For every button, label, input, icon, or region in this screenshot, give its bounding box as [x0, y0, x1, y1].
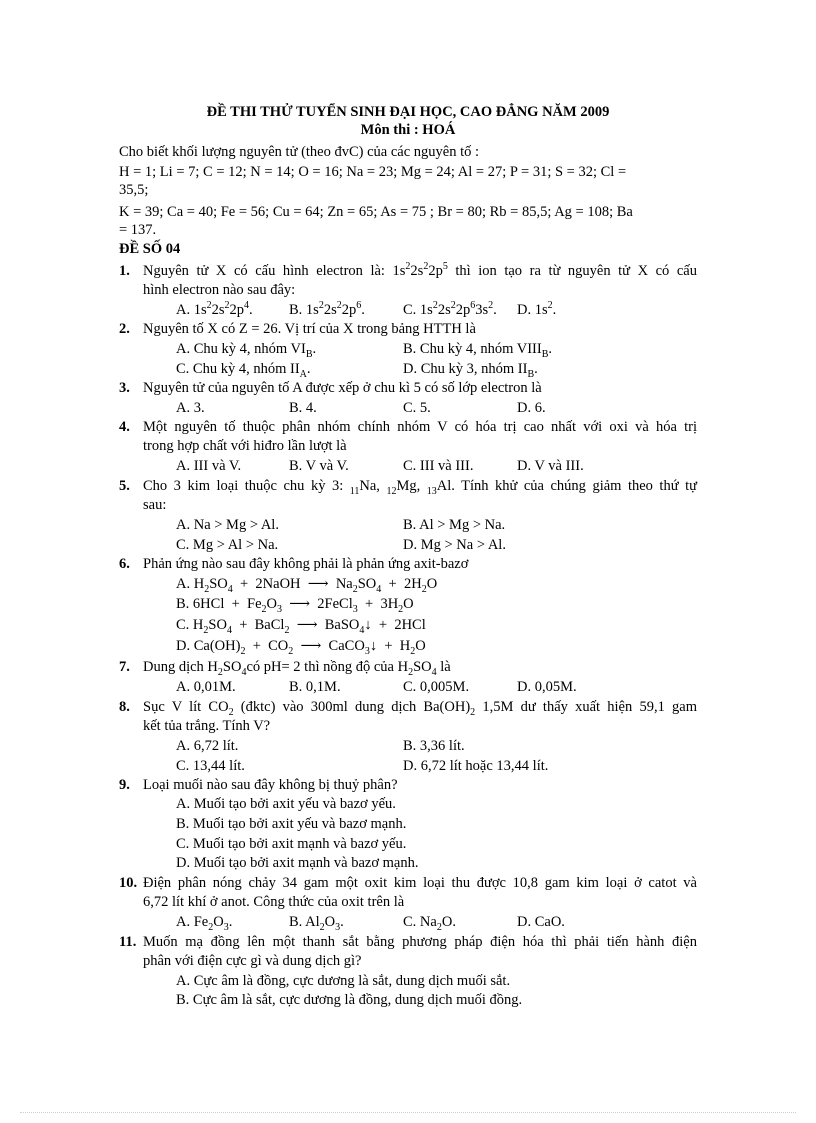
atomic-mass-line-2-cont: = 137.	[119, 222, 157, 238]
option-c[interactable]: C. $1s^22s^22p^63s^2$.	[403, 300, 497, 318]
question-text: Muốn mạ đồng lên một thanh sắt bằng phương pháp điện hóa thì phải tiến hành điện	[143, 934, 697, 950]
question-text: Loại muối nào sau đây không bị thuỷ phân?	[143, 777, 398, 793]
option-d[interactable]: D. Chu kỳ 3, nhóm $II_B$.	[403, 361, 538, 380]
option-b[interactable]: B. Cực âm là sắt, cực dương là đồng, dung dịch muối đồng.	[176, 992, 523, 1008]
option-b[interactable]: B. 3,36 lít.	[403, 738, 465, 754]
question-text-cont: kết tủa trắng. Tính V?	[143, 718, 271, 734]
option-d[interactable]: D. $Ca(OH)_2 + CO_2$ ⟶ CaCO$_3$↓ + $H_2O$	[176, 638, 426, 657]
option-a[interactable]: A. Chu kỳ 4, nhóm $VI_B$.	[176, 341, 317, 360]
atomic-mass-line-2: K = 39; Ca = 40; Fe = 56; Cu = 64; Zn = 65; As = 75 ; Br = 80; Rb = 85,5; Ag = 108; Ba	[119, 204, 633, 220]
question-number: 1.	[119, 263, 130, 279]
question-text: Nguyên tử của nguyên tố A được xếp ở chu kì 5 có số lớp electron là	[143, 380, 542, 396]
option-d[interactable]: D. 6.	[517, 400, 546, 416]
option-a[interactable]: A. $H_2SO_4$ + 2NaOH ⟶ $Na_2SO_4 + 2H_2O$	[176, 576, 438, 595]
option-c[interactable]: C. Chu kỳ 4, nhóm $II_A$.	[176, 361, 311, 380]
option-c[interactable]: C. $Na_2O$.	[403, 914, 456, 933]
question-text-cont: hình electron nào sau đây:	[143, 282, 296, 298]
question-number: 3.	[119, 380, 130, 396]
option-b[interactable]: B. $Al_2O_3$.	[289, 914, 344, 933]
option-d[interactable]: D. Mg > Na > Al.	[403, 537, 506, 553]
option-b[interactable]: B. 0,1M.	[289, 679, 341, 695]
question-text: Một nguyên tố thuộc phân nhóm chính nhóm V có hóa trị cao nhất với oxi và hóa trị	[143, 419, 697, 435]
question-number: 6.	[119, 556, 130, 572]
question-number: 5.	[119, 478, 130, 494]
question-text: Nguyên tố X có Z = 26. Vị trí của X trong bảng HTTH là	[143, 321, 476, 337]
question-number: 7.	[119, 659, 130, 675]
exam-subject: Môn thi : HOÁ	[360, 122, 456, 138]
option-d[interactable]: D. CaO.	[517, 914, 565, 930]
option-c[interactable]: C. Mg > Al > Na.	[176, 537, 279, 553]
question-number: 2.	[119, 321, 130, 337]
option-d[interactable]: D. 6,72 lít hoặc 13,44 lít.	[403, 758, 549, 774]
option-b[interactable]: B. $6HCl + Fe_2O_3$ ⟶ 2FeCl$_3$ + $3H_2O$	[176, 596, 414, 615]
question-text-cont: trong hợp chất với hiđro lần lượt là	[143, 438, 347, 454]
option-d[interactable]: D. 0,05M.	[517, 679, 577, 695]
question-text: Sục V lít $CO_2$ (đktc) vào 300ml dung dịch $Ba(OH)_2$ 1,5M dư thấy xuất hiện 59,1 gam	[143, 699, 698, 718]
option-c[interactable]: C. Muối tạo bởi axit mạnh và bazơ yếu.	[176, 836, 407, 852]
question-number: 10.	[119, 875, 138, 891]
option-c[interactable]: C. 5.	[403, 400, 431, 416]
question-text: Nguyên tử X có cấu hình electron là: $1s^22s^22p^5$ thì ion tạo ra từ nguyên tử X có cấu	[143, 261, 697, 279]
option-b[interactable]: B. $1s^22s^22p^6$.	[289, 300, 365, 318]
question-text: Dung dịch $H_2SO_4có$ pH= 2 thì nồng độ của $H_2SO_4$ là	[143, 659, 451, 678]
option-a[interactable]: A. Cực âm là đồng, cực dương là sắt, dung dịch muối sắt.	[176, 973, 511, 989]
atomic-mass-line-1: H = 1; Li = 7; C = 12; N = 14; O = 16; Na = 23; Mg = 24; Al = 27; P = 31; S = 32; Cl =	[119, 164, 627, 180]
option-c[interactable]: C. III và III.	[403, 458, 474, 474]
option-a[interactable]: A. $1s^22s^22p^4$.	[176, 300, 253, 318]
option-a[interactable]: A. Muối tạo bởi axit yếu và bazơ yếu.	[176, 796, 396, 812]
option-b[interactable]: B. Chu kỳ 4, nhóm $VIII_B$.	[403, 341, 552, 360]
option-a[interactable]: A. $Fe_2O_3$.	[176, 914, 233, 933]
question-text-cont: sau:	[143, 497, 167, 513]
option-c[interactable]: C. 0,005M.	[403, 679, 470, 695]
question-text: Cho 3 kim loại thuộc chu kỳ 3: $_{11}$Na, $_{12}$Mg, $_{13}$Al. Tính khử của chúng giảm theo thứ tự	[143, 478, 697, 497]
option-d[interactable]: D. $1s^2$.	[517, 300, 557, 318]
exam-code: ĐỀ SỐ 04	[119, 241, 181, 257]
atomic-mass-line-1-cont: 35,5;	[119, 182, 149, 198]
option-b[interactable]: B. Al > Mg > Na.	[403, 517, 506, 533]
option-b[interactable]: B. 4.	[289, 400, 317, 416]
option-c[interactable]: C. 13,44 lít.	[176, 758, 245, 774]
question-number: 4.	[119, 419, 130, 435]
option-d[interactable]: D. Muối tạo bởi axit mạnh và bazơ mạnh.	[176, 855, 419, 871]
question-number: 9.	[119, 777, 130, 793]
question-text: Phản ứng nào sau đây không phải là phản ứng axit-bazơ	[143, 556, 469, 572]
option-a[interactable]: A. 0,01M.	[176, 679, 236, 695]
option-d[interactable]: D. V và III.	[517, 458, 584, 474]
page-bottom-divider	[20, 1112, 796, 1113]
option-b[interactable]: B. V và V.	[289, 458, 349, 474]
option-b[interactable]: B. Muối tạo bởi axit yếu và bazơ mạnh.	[176, 816, 407, 832]
question-text-cont: 6,72 lít khí ở anot. Công thức của oxit trên là	[143, 894, 405, 910]
question-number: 8.	[119, 699, 130, 715]
question-text: Điện phân nóng chảy 34 gam một oxit kim loại thu được 10,8 gam kim loại ở catot và	[143, 875, 697, 891]
option-a[interactable]: A. 3.	[176, 400, 205, 416]
option-a[interactable]: A. 6,72 lít.	[176, 738, 239, 754]
option-c[interactable]: C. $H_2SO_4$ + BaCl$_2$ ⟶ BaSO$_4$↓ + 2HCl	[176, 617, 426, 636]
question-text-cont: phân với điện cực gì và dung dịch gì?	[143, 953, 362, 969]
option-a[interactable]: A. III và V.	[176, 458, 242, 474]
option-a[interactable]: A. Na > Mg > Al.	[176, 517, 279, 533]
question-number: 11.	[119, 934, 137, 950]
exam-title: ĐỀ THI THỬ TUYỂN SINH ĐẠI HỌC, CAO ĐẲNG NĂM 2009	[206, 104, 610, 120]
atomic-mass-intro: Cho biết khối lượng nguyên tử (theo đvC) của các nguyên tố :	[119, 144, 480, 160]
